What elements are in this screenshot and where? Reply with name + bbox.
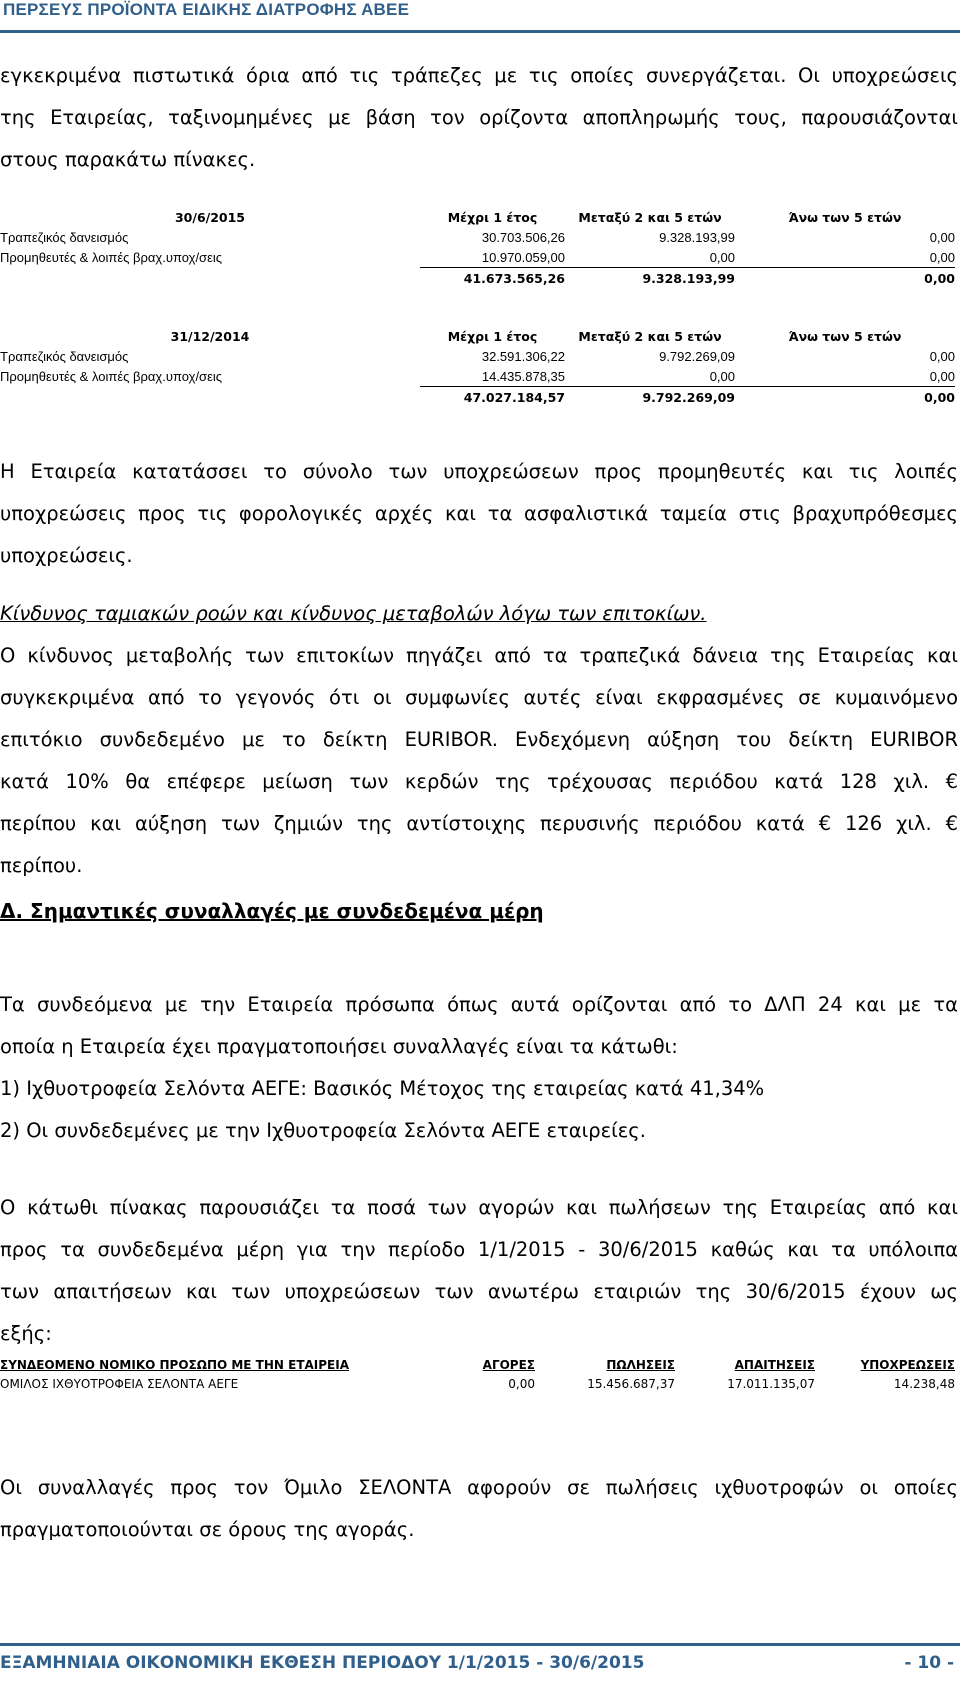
- cell: 32.591.306,22: [481, 348, 565, 364]
- text-line: εξής:: [0, 1322, 52, 1345]
- text-line: 2) Οι συνδεδεμένες με την Ιχθυοτροφεία Σελόντα ΑΕΓΕ εταιρείες.: [0, 1119, 646, 1142]
- text-line: Τα συνδεόμενα με την Εταιρεία πρόσωπα όπως αυτά ορίζονται από το ΔΛΠ 24 και με τα: [0, 993, 958, 1016]
- page-header: [0, 0, 960, 33]
- cell: 14.435.878,35: [420, 366, 565, 387]
- cell: 9.792.269,09: [659, 348, 735, 364]
- company-name: ΠΕΡΣΕΥΣ ΠΡΟΪΟΝΤΑ ΕΙΔΙΚΗΣ ΔΙΑΤΡΟΦΗΣ ΑΒΕΕ: [3, 0, 410, 19]
- table-header-row: [0, 326, 955, 346]
- intro-paragraph: [0, 55, 958, 181]
- text-line: των απαιτήσεων και των υποχρεώσεων των ανωτέρω εταιριών της 30/6/2015 έχουν ως: [0, 1280, 958, 1303]
- related-parties-table: [0, 1355, 955, 1393]
- cell: 30.703.506,26: [481, 229, 565, 245]
- table-row: [0, 366, 955, 387]
- text-line: υποχρεώσεις προς τις φορολογικές αρχές και τα ασφαλιστικά ταμεία στις βραχυπρόθεσμες: [0, 502, 958, 525]
- classification-paragraph: [0, 451, 958, 577]
- row-label: Τραπεζικός δανεισμός: [0, 229, 129, 245]
- table-row: [0, 1374, 955, 1393]
- cell: 17.011.135,07: [727, 1376, 815, 1391]
- column-header: Μεταξύ 2 και 5 ετών: [578, 209, 722, 225]
- cell: 0,00: [929, 348, 955, 364]
- total-row: [0, 268, 955, 289]
- table-row: [0, 227, 955, 247]
- text-line: Οι συναλλαγές προς τον Όμιλο ΣΕΛΟΝΤΑ αφορούν σε πωλήσεις ιχθυοτροφών οι οποίες: [0, 1476, 958, 1499]
- related-parties-closing: [0, 1467, 958, 1551]
- table-row: [0, 346, 955, 366]
- total-cell: 47.027.184,57: [463, 389, 565, 405]
- interest-risk-heading: Κίνδυνος ταμιακών ροών και κίνδυνος μεταβολών λόγω των επιτοκίων.: [0, 602, 707, 625]
- cell: 10.970.059,00: [420, 247, 565, 268]
- page-footer: [0, 1643, 960, 1684]
- total-row: [0, 387, 955, 408]
- cell: ΟΜΙΛΟΣ ΙΧΘΥΟΤΡΟΦΕΙΑ ΣΕΛΟΝΤΑ ΑΕΓΕ: [0, 1376, 239, 1391]
- maturity-table-2015: [0, 207, 955, 288]
- column-header: ΑΓΟΡΕΣ: [482, 1357, 535, 1372]
- interest-risk-paragraph: [0, 635, 958, 887]
- column-header: ΣΥΝΔΕΟΜΕΝΟ ΝΟΜΙΚΟ ΠΡΟΣΩΠΟ ΜΕ ΤΗΝ ΕΤΑΙΡΕΙΑ: [0, 1357, 350, 1372]
- cell: 9.328.193,99: [659, 229, 735, 245]
- column-header: ΑΠΑΙΤΗΣΕΙΣ: [734, 1357, 815, 1372]
- row-label: Τραπεζικός δανεισμός: [0, 348, 129, 364]
- related-parties-intro: [0, 984, 958, 1152]
- column-header: ΠΩΛΗΣΕΙΣ: [606, 1357, 675, 1372]
- period-label: 30/6/2015: [174, 209, 245, 225]
- text-line: περίπου.: [0, 854, 83, 877]
- text-line: Η Εταιρεία κατατάσσει το σύνολο των υποχρεώσεων προς προμηθευτές και τις λοιπές: [0, 460, 958, 483]
- report-title: ΕΞΑΜΗΝΙΑΙΑ ΟΙΚΟΝΟΜΙΚΗ ΕΚΘΕΣΗ ΠΕΡΙΟΔΟΥ 1/1/2015 - 30/6/2015: [0, 1653, 645, 1673]
- total-cell: 0,00: [924, 270, 955, 286]
- maturity-table-2014: [0, 326, 955, 407]
- column-header: Μέχρι 1 έτος: [447, 328, 538, 344]
- column-header: ΥΠΟΧΡΕΩΣΕΙΣ: [860, 1357, 955, 1372]
- period-label: 31/12/2014: [170, 328, 250, 344]
- text-line: 1) Ιχθυοτροφεία Σελόντα ΑΕΓΕ: Βασικός Μέτοχος της εταιρείας κατά 41,34%: [0, 1077, 765, 1100]
- text-line: κατά 10% θα επέφερε μείωση των κερδών της τρέχουσας περιόδου κατά 128 χιλ. €: [0, 770, 958, 793]
- text-line: συγκεκριμένα από το γεγονός ότι οι συμφωνίες αυτές είναι εκφρασμένες σε κυμαινόμενο: [0, 686, 958, 709]
- text-line: οποία η Εταιρεία έχει πραγματοποιήσει συναλλαγές είναι τα κάτωθι:: [0, 1035, 678, 1058]
- text-line: εγκεκριμένα πιστωτικά όρια από τις τράπεζες με τις οποίες συνεργάζεται. Οι υποχρεώσεις: [0, 64, 958, 87]
- text-line: της Εταιρείας, ταξινομημένες με βάση τον ορίζοντα αποπληρωμής τους, παρουσιάζονται: [0, 106, 958, 129]
- table-header-row: [0, 1355, 955, 1374]
- cell: 0,00: [565, 366, 735, 387]
- related-parties-heading: Δ. Σημαντικές συναλλαγές με συνδεδεμένα μέρη: [0, 899, 544, 923]
- text-line: επιτόκιο συνδεδεμένο με το δείκτη EURIBOR. Ενδεχόμενη αύξηση του δείκτη EURIBOR: [0, 728, 958, 751]
- column-header: Μεταξύ 2 και 5 ετών: [578, 328, 722, 344]
- total-cell: 9.328.193,99: [642, 270, 735, 286]
- column-header: Μέχρι 1 έτος: [447, 209, 538, 225]
- row-label: Προμηθευτές & λοιπές βραχ.υποχ/σεις: [0, 249, 223, 265]
- table-header-row: [0, 207, 955, 227]
- row-label: Προμηθευτές & λοιπές βραχ.υποχ/σεις: [0, 368, 223, 384]
- text-line: πραγματοποιούνται σε όρους της αγοράς.: [0, 1518, 415, 1541]
- text-line: Ο κίνδυνος μεταβολής των επιτοκίων πηγάζει από τα τραπεζικά δάνεια της Εταιρείας και: [0, 644, 958, 667]
- related-parties-table-intro: [0, 1187, 958, 1355]
- cell: 14.238,48: [893, 1376, 955, 1391]
- total-cell: 0,00: [924, 389, 955, 405]
- text-line: προς τα συνδεδεμένα μέρη για την περίοδο 1/1/2015 - 30/6/2015 καθώς και τα υπόλοιπα: [0, 1238, 958, 1261]
- cell: 0,00: [929, 229, 955, 245]
- table-row: [0, 247, 955, 268]
- text-line: στους παρακάτω πίνακες.: [0, 148, 256, 171]
- total-cell: 41.673.565,26: [463, 270, 565, 286]
- column-header: Άνω των 5 ετών: [788, 209, 902, 225]
- cell: 0,00: [735, 247, 955, 268]
- cell: 0,00: [508, 1376, 535, 1391]
- cell: 0,00: [735, 366, 955, 387]
- cell: 0,00: [565, 247, 735, 268]
- column-header: Άνω των 5 ετών: [788, 328, 902, 344]
- total-cell: 9.792.269,09: [642, 389, 735, 405]
- text-line: Ο κάτωθι πίνακας παρουσιάζει τα ποσά των αγορών και πωλήσεων της Εταιρείας από και: [0, 1196, 958, 1219]
- text-line: υποχρεώσεις.: [0, 544, 133, 567]
- cell: 15.456.687,37: [587, 1376, 675, 1391]
- page-number: - 10 -: [904, 1653, 954, 1673]
- text-line: περίπου και αύξηση των ζημιών της αντίστοιχης περυσινής περιόδου κατά € 126 χιλ. €: [0, 812, 958, 835]
